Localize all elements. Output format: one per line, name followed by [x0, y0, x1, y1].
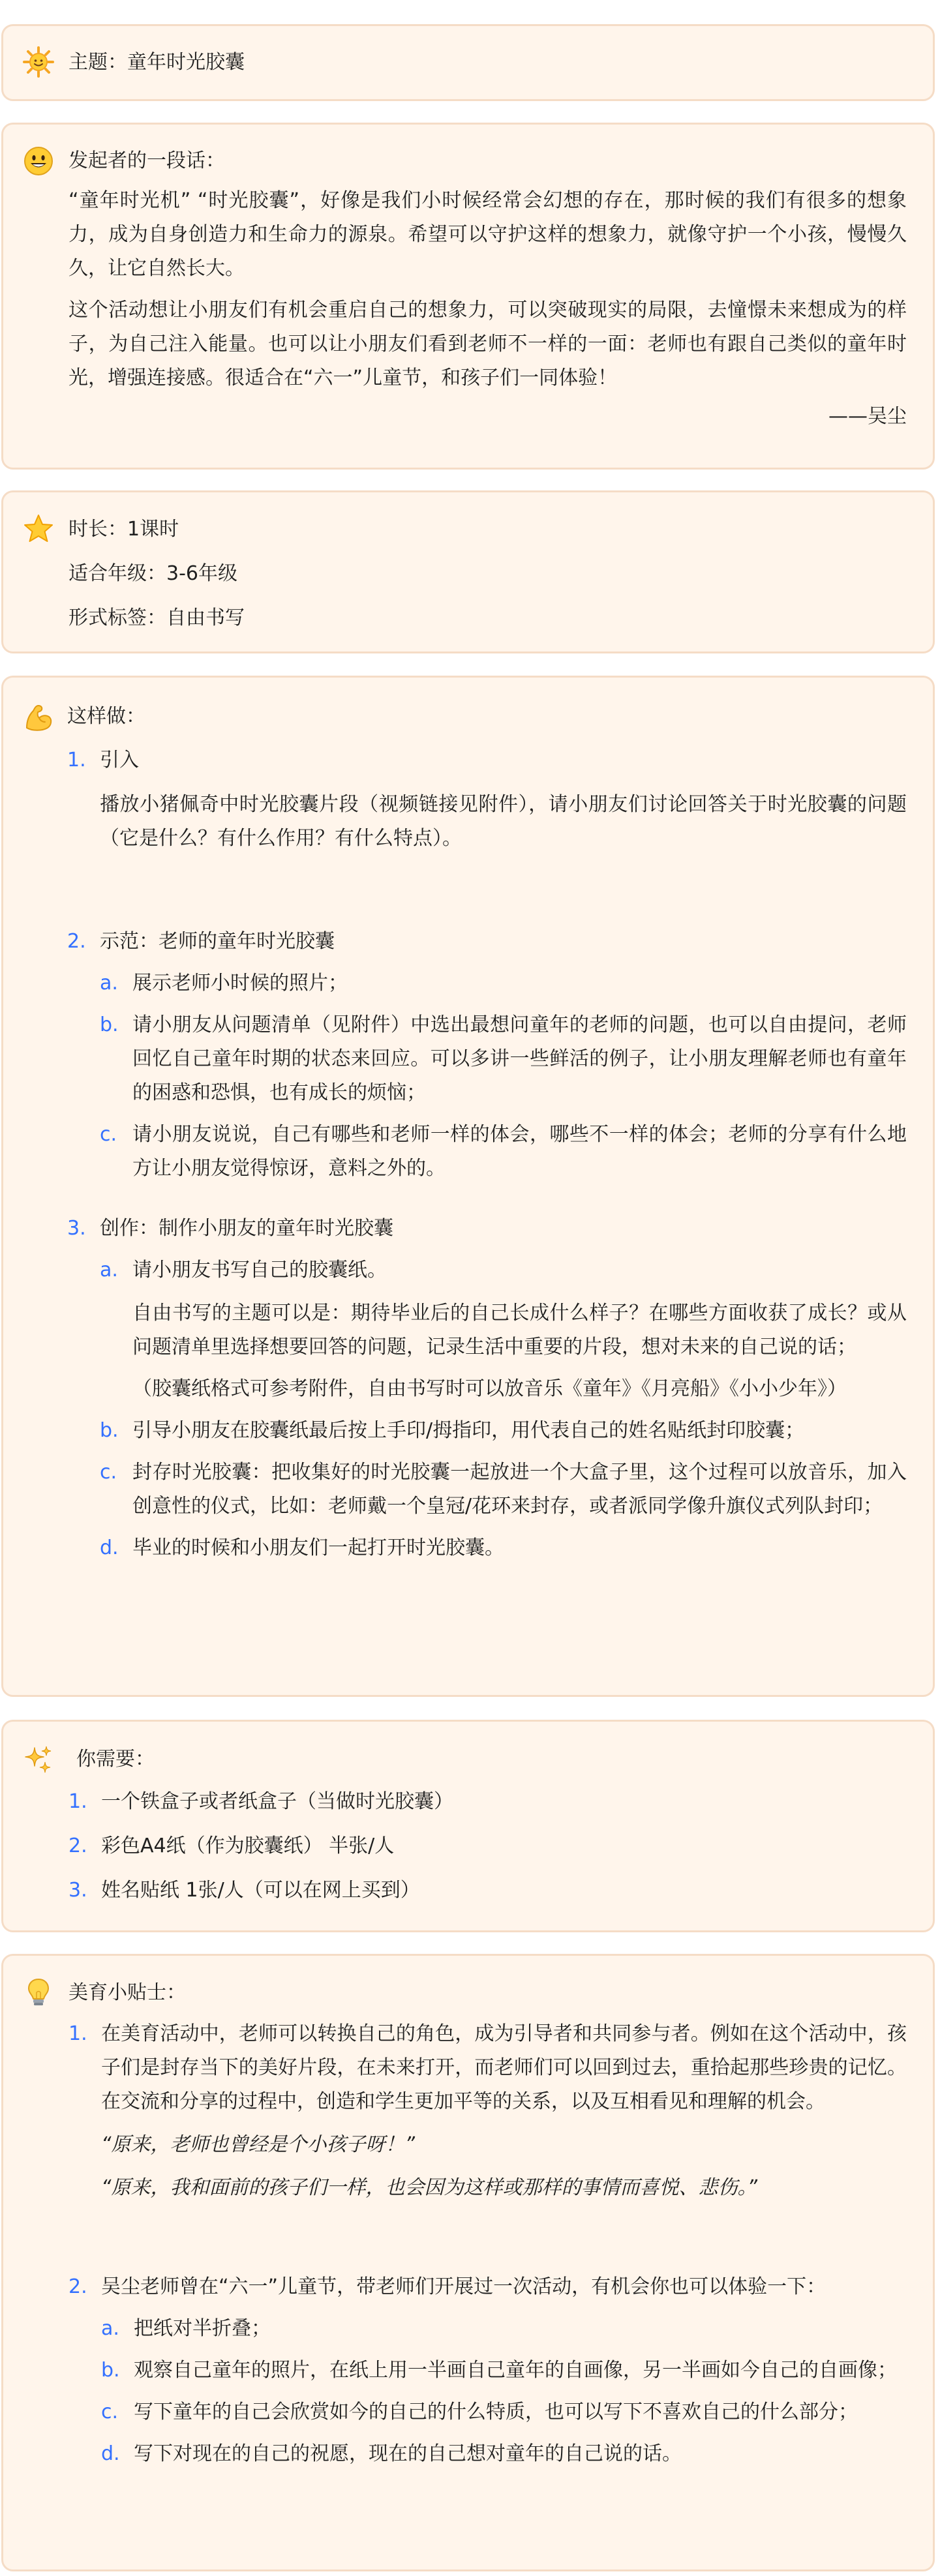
- list-item: c. 封存时光胶囊：把收集好的时光胶囊一起放进一个大盒子里，这个过程可以放音乐，加入创意性的仪式，比如：老师戴一个皇冠/花环来封存，或者派同学像升旗仪式列队封印；: [100, 1461, 907, 1518]
- create-sub-list-continued: [100, 1414, 907, 1565]
- list-item: d. 毕业的时候和小朋友们一起打开时光胶囊。: [100, 1536, 504, 1559]
- tag-text: 形式标签：自由书写: [68, 607, 245, 629]
- initiator-callout: [1, 123, 935, 470]
- initiator-signature: ——吴尘: [828, 405, 907, 428]
- list-item: c. 请小朋友说说，自己有哪些和老师一样的体会，哪些不一样的体会；老师的分享有什么地方让小朋友觉得惊讶，意料之外的。: [100, 1123, 907, 1180]
- tip-item-2: 2. 吴尘老师曾在“六一”儿童节，带老师们开展过一次活动，有机会你也可以体验一下： a. 把纸对半折叠； b. 观察自己童年的照片，在纸上用一半画自己童年的自画像，另一半画如今自己的自画像； c. 写下童年的自己会欣赏如今的自己的什么特质，也可以写下不喜欢自己的什么部分； d. 写下对现在的自己的祝愿，现在的自己想对童年的自己说的话。: [68, 2270, 907, 2471]
- info-callout: [1, 490, 935, 653]
- grade-text: 适合年级：3-6年级: [68, 562, 237, 585]
- tip-quote-2: “原来，我和面前的孩子们一样，也会因为这样或那样的事情而喜悦、悲伤。”: [101, 2176, 758, 2199]
- sun-face-icon: [23, 46, 54, 78]
- tip-text: 在美育活动中，老师可以转换自己的角色，成为引导者和共同参与者。例如在这个活动中，孩子们是封存当下的美好片段，在未来打开，而老师们可以回到过去，重拾起那些珍贵的记忆。在交流和分享的过程中，创造和学生更加平等的关系，以及互相看见和理解的机会。: [101, 2022, 907, 2113]
- initiator-title: 发起者的一段话：: [68, 149, 225, 172]
- list-item: a. 请小朋友书写自己的胶囊纸。 自由书写的主题可以是：期待毕业后的自己长成什么样子？在哪些方面收获了成长？或从问题清单里选择想要回答的问题，记录生活中重要的片段，想对未来的自己说的话；: [100, 1253, 907, 1364]
- step-demo: [67, 925, 907, 1186]
- needs-callout: [1, 1720, 935, 1932]
- paper-format-note: （胶囊纸格式可参考附件，自由书写时可以放音乐《童年》《月亮船》《小小少年》）: [132, 1377, 847, 1400]
- list-item: b. 观察自己童年的照片，在纸上用一半画自己童年的自画像，另一半画如今自己的自画像；: [101, 2359, 897, 2382]
- step-title: 引入: [100, 749, 139, 771]
- list-item: d. 写下对现在的自己的祝愿，现在的自己想对童年的自己说的话。: [101, 2442, 682, 2465]
- step-body: 播放小猪佩奇中时光胶囊片段（视频链接见附件），请小朋友们讨论回答关于时光胶囊的问题（它是什么？有什么作用？有什么特点）。: [100, 793, 907, 850]
- tip-quote-1: “原来，老师也曾经是个小孩子呀！”: [101, 2133, 416, 2156]
- list-item: a. 展示老师小时候的照片；: [100, 972, 348, 995]
- list-item: 3. 姓名贴纸 1张/人（可以在网上买到）: [68, 1879, 420, 1902]
- tip-item-1: 1. 在美育活动中，老师可以转换自己的角色，成为引导者和共同参与者。例如在这个活动中，孩子们是封存当下的美好片段，在未来打开，而老师们可以回到过去，重拾起那些珍贵的记忆。在交流和分享的过程中，创造和学生更加平等的关系，以及互相看见和理解的机会。 “原来，老师也曾经是个小孩子呀！” “原来，我和面前的孩子们一样，也会因为这样或那样的事情而喜悦、悲伤。”: [68, 2017, 907, 2205]
- list-item: b. 引导小朋友在胶囊纸最后按上手印/拇指印，用代表自己的姓名贴纸封印胶囊；: [100, 1419, 805, 1442]
- needs-title: 你需要：: [76, 1748, 155, 1771]
- step-intro: [67, 743, 907, 856]
- step-create: [67, 1212, 907, 1565]
- step-number: 3.: [67, 1217, 86, 1240]
- tip-text: 吴尘老师曾在“六一”儿童节，带老师们开展过一次活动，有机会你也可以体验一下：: [101, 2275, 826, 2298]
- steps-list: [67, 743, 907, 1565]
- list-item: 2. 彩色A4纸（作为胶囊纸） 半张/人: [68, 1835, 395, 1857]
- tips-callout: [1, 1954, 935, 2571]
- create-sub-list: [100, 1253, 907, 1364]
- tips-list: [68, 2017, 907, 2471]
- theme-text: 主题：童年时光胶囊: [68, 51, 245, 74]
- list-item: b. 请小朋友从问题清单（见附件）中选出最想问童年的老师的问题，也可以自由提问，老师回忆自己童年时期的状态来回应。可以多讲一些鲜活的例子，让小朋友理解老师也有童年的困惑和恐惧，也有成长的烦恼；: [100, 1013, 907, 1104]
- demo-sub-list: [100, 966, 907, 1186]
- steps-callout: [1, 676, 935, 1697]
- star-icon: [23, 513, 54, 545]
- list-item: c. 写下童年的自己会欣赏如今的自己的什么特质，也可以写下不喜欢自己的什么部分；: [101, 2401, 858, 2423]
- step-title: 示范：老师的童年时光胶囊: [100, 930, 335, 953]
- free-topic-text: 自由书写的主题可以是：期待毕业后的自己长成什么样子？在哪些方面收获了成长？或从问题清单里选择想要回答的问题，记录生活中重要的片段，想对未来的自己说的话；: [132, 1302, 907, 1358]
- light-bulb-icon: [23, 1977, 54, 2008]
- smiling-face-icon: [23, 145, 54, 177]
- step-number: 2.: [67, 930, 86, 953]
- list-item: a. 把纸对半折叠；: [101, 2317, 271, 2340]
- initiator-paragraph-2: 这个活动想让小朋友们有机会重启自己的想象力，可以突破现实的局限，去憧憬未来想成为的样子，为自己注入能量。也可以让小朋友们看到老师不一样的一面：老师也有跟自己类似的童年时光，增强连接感。很适合在“六一”儿童节，和孩子们一同体验！: [68, 299, 907, 389]
- duration-text: 时长：1课时: [68, 518, 179, 541]
- steps-title: 这样做：: [67, 705, 145, 728]
- initiator-paragraph-1: “童年时光机” “时光胶囊”，好像是我们小时候经常会幻想的存在，那时候的我们有很多的想象力，成为自身创造力和生命力的源泉。希望可以守护这样的想象力，就像守护一个小孩，慢慢久久，让它自然长大。: [68, 189, 907, 280]
- flexed-biceps-icon: [23, 702, 54, 733]
- list-item: 1. 一个铁盒子或者纸盒子（当做时光胶囊）: [68, 1790, 453, 1813]
- tips-title: 美育小贴士：: [68, 1981, 186, 2004]
- sparkles-icon: [23, 1744, 54, 1775]
- needs-list: [68, 1785, 907, 1908]
- step-title: 创作：制作小朋友的童年时光胶囊: [100, 1217, 393, 1240]
- tip-sub-list: [101, 2312, 907, 2471]
- step-number: 1.: [67, 749, 86, 771]
- theme-callout: [1, 24, 935, 101]
